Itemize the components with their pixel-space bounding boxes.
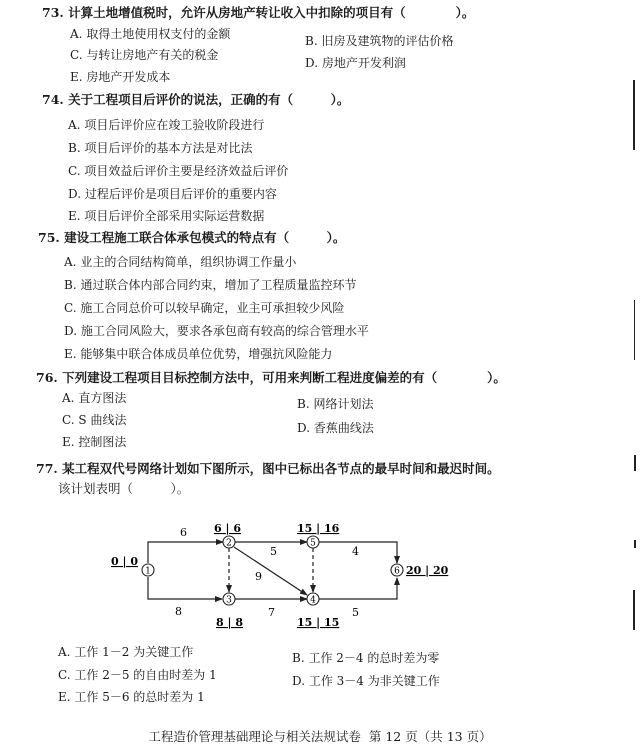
- question-77-option-c: C. 工作 2－5 的自由时差为 1: [58, 668, 217, 682]
- footer-title: 工程造价管理基础理论与相关法规试卷: [148, 729, 361, 744]
- node-6: [391, 564, 403, 577]
- edge-4-6: [319, 578, 397, 599]
- question-76-option-c: C. S 曲线法: [62, 413, 127, 427]
- edge-5-6-duration: 4: [352, 545, 359, 558]
- scan-artifact-mark: [634, 455, 636, 471]
- question-75-stem: 75. 建设工程施工联合体承包模式的特点有（ ）。: [38, 230, 346, 245]
- svg-text:1: 1: [145, 566, 151, 577]
- question-74-option-d: D. 过程后评价是项目后评价的重要内容: [68, 187, 277, 201]
- node-3: [223, 593, 235, 606]
- edge-3-4-duration: 7: [268, 606, 275, 619]
- question-73-stem: 73. 计算土地增值税时，允许从房地产转让收入中扣除的项目有（ ）。: [42, 5, 475, 20]
- scan-artifact-mark: [634, 540, 636, 548]
- svg-text:6: 6: [394, 566, 400, 577]
- svg-text:5: 5: [310, 538, 316, 549]
- edge-1-2-duration: 6: [180, 526, 187, 539]
- question-76-option-a: A. 直方图法: [62, 391, 127, 405]
- question-75-option-b: B. 通过联合体内部合同约束，增加了工程质量监控环节: [64, 278, 357, 292]
- node-2: [223, 536, 235, 549]
- question-77-stem-continued: 该计划表明（ ）。: [58, 481, 190, 496]
- question-75-option-a: A. 业主的合同结构简单，组织协调工作量小: [64, 255, 297, 269]
- node-1: [142, 564, 154, 577]
- node-4: [307, 593, 319, 606]
- edge-1-2: [148, 542, 223, 563]
- footer-page-number: 第 12 页（共 13 页）: [368, 729, 492, 744]
- question-75-option-c: C. 施工合同总价可以较早确定，业主可承担较少风险: [64, 301, 345, 315]
- question-74-stem: 74. 关于工程项目后评价的说法，正确的有（ ）。: [42, 92, 350, 107]
- node-4-times: 15 | 15: [297, 616, 340, 629]
- question-75-option-d: D. 施工合同风险大，要求各承包商有较高的综合管理水平: [64, 324, 369, 338]
- question-74-option-c: C. 项目效益后评价主要是经济效益后评价: [68, 164, 289, 178]
- question-74-option-a: A. 项目后评价应在竣工验收阶段进行: [68, 118, 265, 132]
- question-73-option-b: B. 旧房及建筑物的评估价格: [305, 34, 454, 48]
- question-77-option-e: E. 工作 5－6 的总时差为 1: [58, 690, 205, 704]
- node-2-times: 6 | 6: [214, 522, 241, 535]
- question-73-option-a: A. 取得土地使用权支付的金额: [70, 27, 231, 41]
- node-6-times: 20 | 20: [406, 564, 449, 577]
- question-77-option-a: A. 工作 1－2 为关键工作: [58, 645, 194, 659]
- node-1-times: 0 | 0: [111, 555, 138, 568]
- node-5: [307, 536, 319, 549]
- question-77-stem: 77. 某工程双代号网络计划如下图所示，图中已标出各节点的最早时间和最迟时间。: [36, 461, 500, 476]
- question-77-option-d: D. 工作 3－4 为非关键工作: [292, 674, 440, 688]
- question-74-option-b: B. 项目后评价的基本方法是对比法: [68, 141, 253, 155]
- node-5-times: 15 | 16: [297, 522, 340, 535]
- edge-1-3: [148, 577, 222, 599]
- question-77-option-b: B. 工作 2－4 的总时差为零: [292, 651, 440, 665]
- question-76-option-d: D. 香蕉曲线法: [297, 421, 374, 435]
- network-diagram: [0, 505, 640, 635]
- scan-artifact-mark: [633, 590, 635, 630]
- question-75-option-e: E. 能够集中联合体成员单位优势，增强抗风险能力: [64, 347, 333, 361]
- question-73-option-e: E. 房地产开发成本: [70, 70, 171, 84]
- scan-artifact-mark: [633, 80, 635, 150]
- node-3-times: 8 | 8: [216, 616, 243, 629]
- question-74-option-e: E. 项目后评价全部采用实际运营数据: [68, 209, 265, 223]
- svg-text:2: 2: [226, 538, 232, 549]
- edge-2-5-duration: 5: [270, 545, 277, 558]
- scan-artifact-mark: [634, 300, 635, 360]
- question-73-option-c: C. 与转让房地产有关的税金: [70, 48, 219, 62]
- question-73-option-d: D. 房地产开发利润: [305, 56, 406, 70]
- question-76-stem: 76. 下列建设工程项目目标控制方法中，可用来判断工程进度偏差的有（ ）。: [36, 370, 506, 385]
- question-76-option-b: B. 网络计划法: [297, 397, 374, 411]
- edge-4-6-duration: 5: [352, 606, 359, 619]
- svg-text:3: 3: [226, 595, 232, 606]
- edge-1-3-duration: 8: [175, 605, 182, 618]
- edge-2-4-duration: 9: [255, 570, 262, 583]
- svg-text:4: 4: [310, 595, 316, 606]
- question-76-option-e: E. 控制图法: [62, 435, 127, 449]
- page-footer: [0, 727, 640, 745]
